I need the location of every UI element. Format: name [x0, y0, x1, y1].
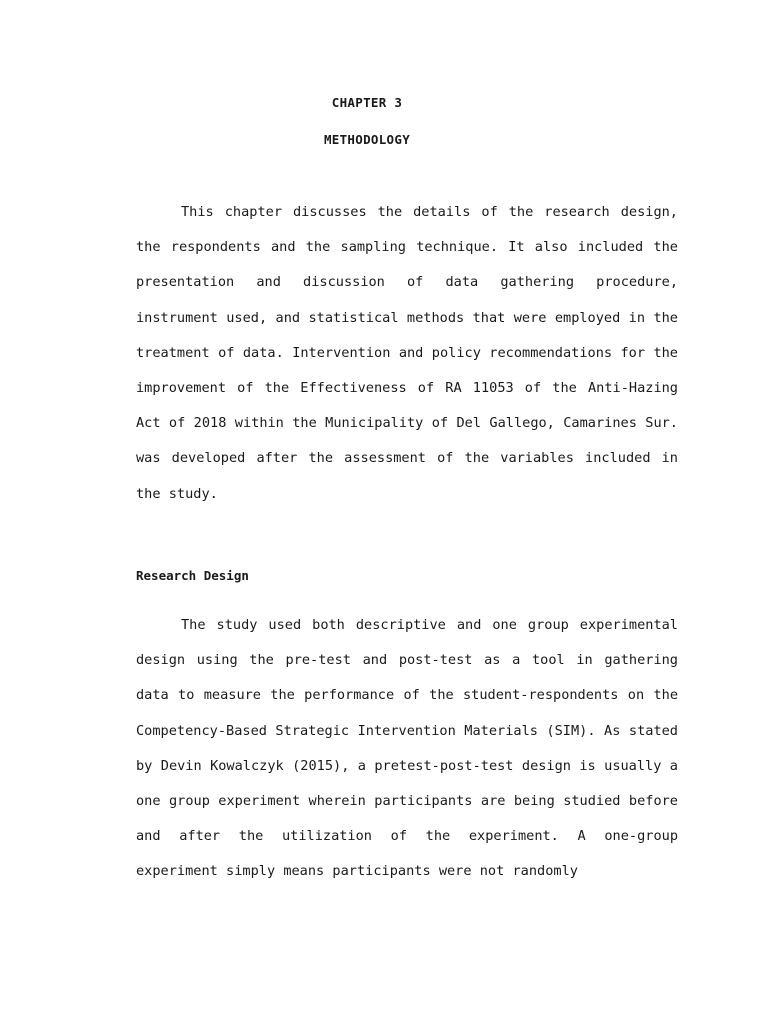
chapter-title: METHODOLOGY: [323, 132, 411, 147]
intro-paragraph: This chapter discusses the details of the research design, the respondents and the sampling technique. It also included the presentation and discussion of data gathering procedure, instrument used, and statistical methods that were employed in the treatment of data. Intervention and policy recommendations for the improvement of the Effectiveness of RA 11053 of the Anti-Hazing Act of 2018 within the Municipality of Del Gallego, Camarines Sur. was developed after the assessment of the variables included in the study.: [136, 204, 678, 502]
chapter-number: CHAPTER 3: [331, 95, 403, 110]
research-design-paragraph: The study used both descriptive and one group experimental design using the pre-test and post-test as a tool in gathering data to measure the performance of the student-respondents on the Competency-Based Strategic Intervention Materials (SIM). As stated by Devin Kowalczyk (2015), a pretest-post-test design is usually a one group experiment wherein participants are being studied before and after the utilization of the experiment. A one-group experiment simply means participants were not randomly: [136, 617, 678, 880]
section-heading-research-design: Research Design: [136, 568, 249, 583]
